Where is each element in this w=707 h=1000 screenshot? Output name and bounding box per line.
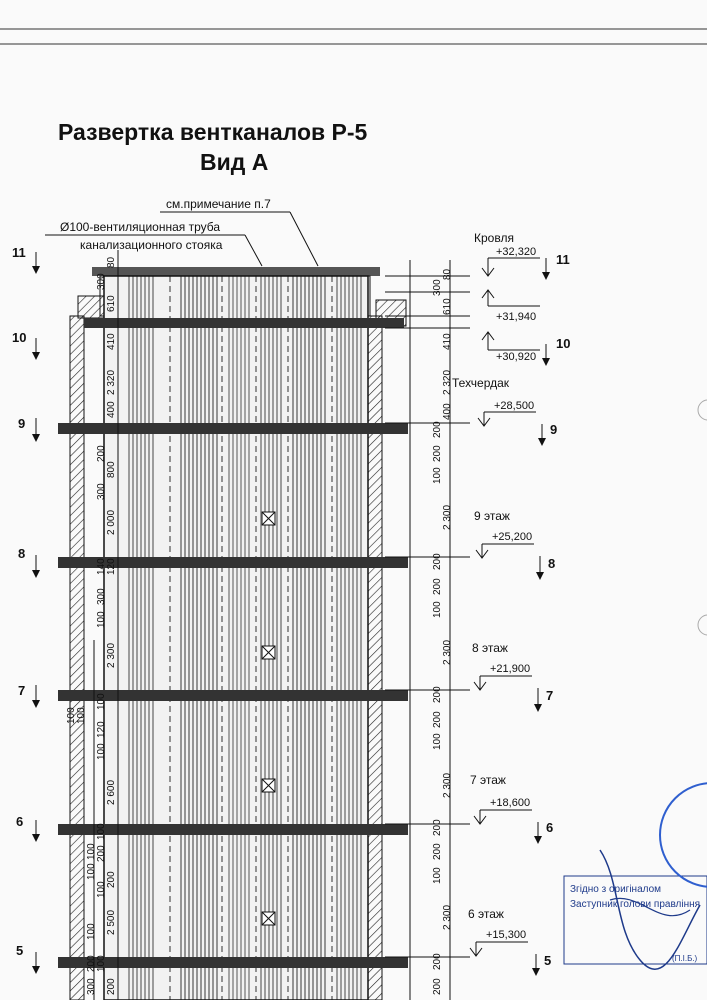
level-label: Техчердак: [452, 376, 510, 390]
dim-text: 100: [86, 863, 97, 880]
sheet-header-lines: [0, 29, 707, 44]
dim-text: 400: [442, 403, 453, 420]
dim-text: 100: [432, 467, 443, 484]
level-label: 7 этаж: [470, 773, 506, 787]
dim-text: 100: [96, 823, 107, 840]
dim-text: 200: [106, 871, 117, 888]
axis-mark: 10: [12, 330, 27, 345]
stamp-line1: Згідно з оригіналом: [570, 884, 662, 895]
roof-cap: [92, 267, 380, 276]
level-elevation: +21,900: [490, 663, 531, 675]
level-elevation: +31,940: [496, 311, 537, 323]
dim-text: 200: [432, 553, 443, 570]
dim-text: 200: [432, 445, 443, 462]
dim-text: 2 300: [106, 642, 117, 668]
dim-text: 300: [432, 279, 443, 296]
axis-mark: 8: [548, 556, 556, 571]
binder-holes: [698, 400, 707, 635]
note-leader: [290, 212, 318, 266]
dim-text: 200: [432, 953, 443, 970]
dim-text: 120: [96, 721, 107, 738]
dim-text: 80: [106, 256, 117, 268]
level-label: Кровля: [474, 231, 514, 245]
dim-text: 610: [106, 295, 117, 312]
dim-text: 300: [96, 483, 107, 500]
dim-text: 100: [96, 881, 107, 898]
level-elevation: +30,920: [496, 351, 537, 363]
dim-text: 300: [96, 273, 107, 290]
axis-marks-right: [532, 252, 570, 976]
dim-text: 200: [432, 819, 443, 836]
dim-text: 2 300: [442, 904, 453, 930]
dim-text: 410: [442, 333, 453, 350]
dim-text: 400: [106, 401, 117, 418]
dim-text: 120: [106, 558, 117, 575]
dim-text: 100: [432, 867, 443, 884]
dim-text: 100: [432, 601, 443, 618]
pipe-note-leader: [245, 235, 262, 266]
dim-text: 300: [96, 588, 107, 605]
axis-mark: 9: [18, 416, 26, 431]
dim-text: 200: [96, 845, 107, 862]
dim-text: 410: [106, 333, 117, 350]
dim-text: 100: [86, 843, 97, 860]
drawing-title: Развертка вентканалов Р-5: [58, 119, 368, 145]
drawing-subtitle: Вид А: [200, 149, 269, 175]
axis-mark: 8: [18, 546, 26, 561]
axis-mark: 5: [16, 943, 24, 958]
dim-text: 200: [432, 421, 443, 438]
certification-stamp: [564, 783, 707, 969]
dim-text: 2 000: [106, 509, 117, 535]
round-seal: [660, 783, 707, 887]
axis-mark: 10: [556, 336, 571, 351]
dim-text: 800: [106, 461, 117, 478]
pipe-note-line2: канализационного стояка: [80, 238, 223, 252]
axis-mark: 9: [550, 422, 558, 437]
dim-text: 200: [432, 686, 443, 703]
axis-mark: 5: [544, 953, 552, 968]
dim-text: 100: [432, 733, 443, 750]
pipe-note-line1: Ø100-вентиляционная труба: [60, 220, 221, 234]
dim-text: 200: [106, 978, 117, 995]
right-wall: [368, 316, 382, 1000]
dim-text: 2 600: [106, 779, 117, 805]
dim-text: 2 500: [106, 909, 117, 935]
left-outer-wall: [70, 316, 84, 1000]
axis-marks-left: [12, 245, 40, 974]
dim-text: 200: [432, 843, 443, 860]
axis-mark: 6: [546, 820, 554, 835]
dim-text: 100: [96, 693, 107, 710]
dim-text: 2 320: [106, 369, 117, 395]
level-label: 8 этаж: [472, 641, 508, 655]
dim-text: 300: [86, 978, 97, 995]
level-annotations: [452, 231, 540, 956]
dim-text: 200: [432, 578, 443, 595]
vent-channels: [104, 276, 368, 1000]
axis-mark: 11: [556, 252, 570, 267]
level-elevation: +18,600: [490, 797, 531, 809]
dim-text: 2 300: [442, 504, 453, 530]
stamp-line3: (П.І.Б.): [672, 954, 698, 963]
level-elevation: +32,320: [496, 246, 537, 258]
dim-text: 610: [442, 298, 453, 315]
dim-text: 100: [86, 923, 97, 940]
dim-text: 100: [76, 707, 87, 724]
axis-mark: 7: [546, 688, 554, 703]
level-elevation: +25,200: [492, 531, 533, 543]
stamp-line2: Заступник голови правління: [570, 899, 701, 910]
dim-text: 200: [432, 978, 443, 995]
dim-text: 2 300: [442, 772, 453, 798]
dim-text: 100: [96, 955, 107, 972]
dim-text: 80: [442, 268, 453, 280]
axis-mark: 6: [16, 814, 24, 829]
dim-text: 200: [432, 711, 443, 728]
note-reference: см.примечание п.7: [166, 197, 271, 211]
dim-text: 100: [96, 611, 107, 628]
level-label: 9 этаж: [474, 509, 510, 523]
level-elevation: +28,500: [494, 400, 535, 412]
level-label: 6 этаж: [468, 907, 504, 921]
dim-text: 140: [96, 558, 107, 575]
dim-text: 2 300: [442, 639, 453, 665]
level-elevation: +15,300: [486, 929, 527, 941]
dim-text: 100: [96, 743, 107, 760]
dim-text: 200: [96, 445, 107, 462]
axis-mark: 7: [18, 683, 26, 698]
dim-text: 2 320: [442, 369, 453, 395]
dim-text: 200: [86, 955, 97, 972]
dim-text: 100: [66, 707, 77, 724]
axis-mark: 11: [12, 245, 26, 260]
